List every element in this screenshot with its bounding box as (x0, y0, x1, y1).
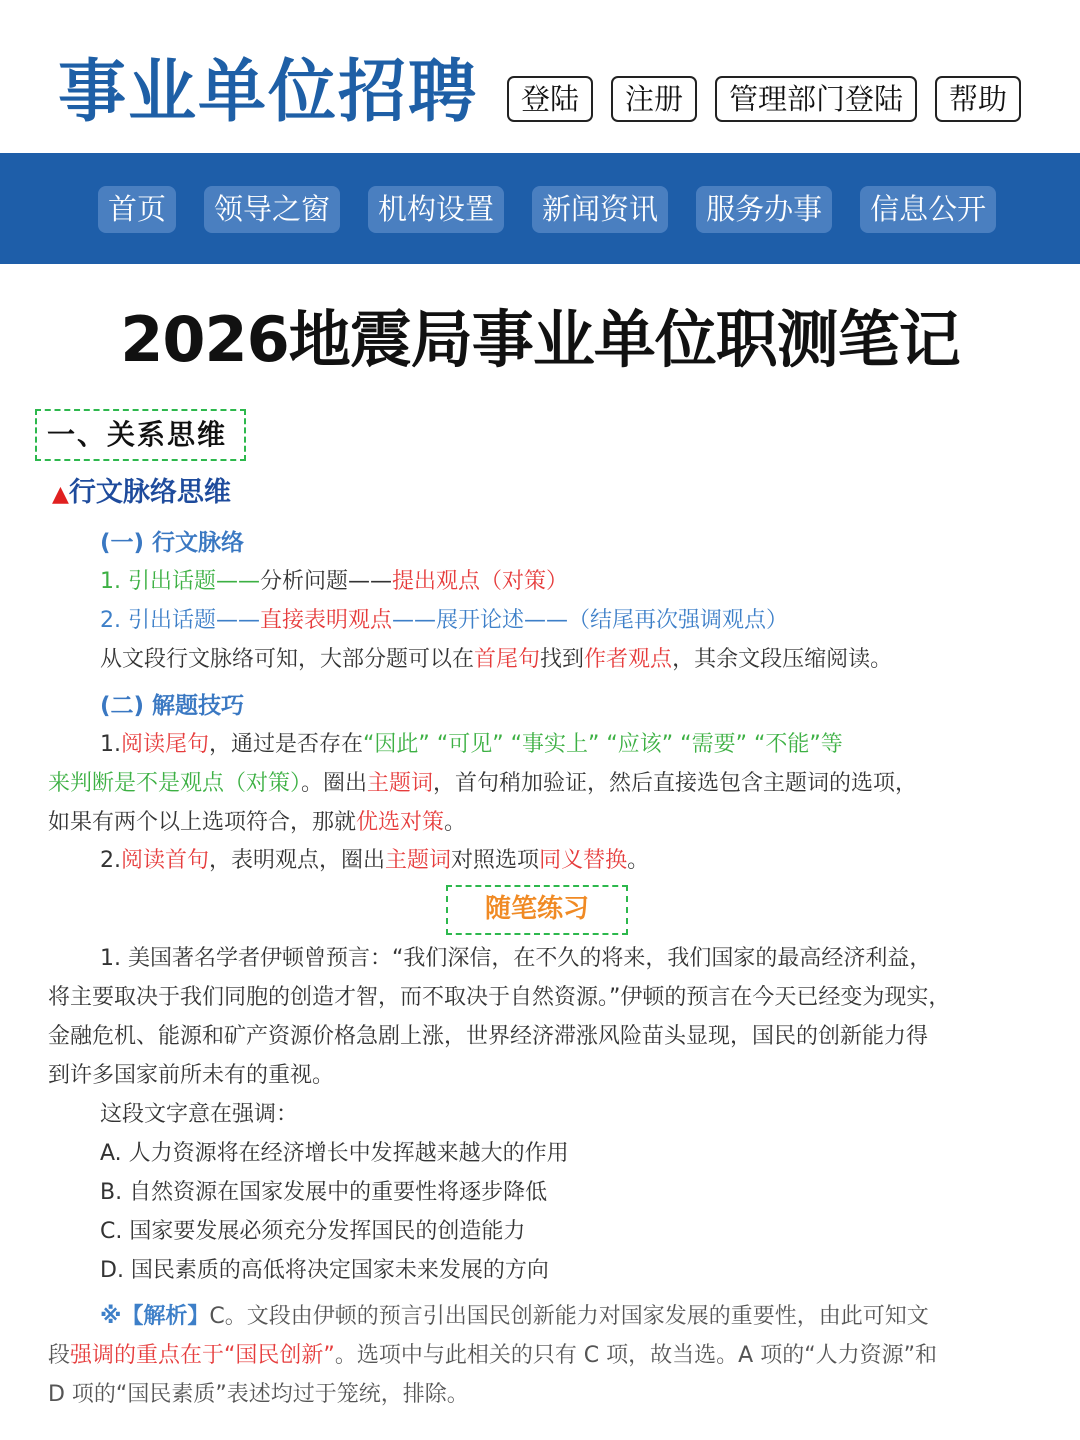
text-segment: 阅读尾句 (121, 732, 210, 757)
text-segment: 分析问题—— (259, 569, 392, 594)
practice-label: 随笔练习 (446, 885, 628, 935)
text-segment: 。圈出 (301, 771, 368, 796)
text-segment: 同义替换 (539, 848, 628, 873)
part2-p2 (100, 843, 649, 879)
text-segment: C。文段由伊顿的预言引出国民创新能力对国家发展的重要性，由此可知文 (209, 1304, 929, 1329)
register-button[interactable]: 注册 (611, 76, 697, 122)
text-segment: 对照选项 (451, 848, 540, 873)
analysis-line1 (100, 1299, 929, 1335)
text-segment: “因此” “可见” “事实上” “应该” “需要” “不能”等 (363, 732, 843, 757)
text-segment: 找到 (540, 647, 585, 672)
text-segment: 提出观点（对策） (392, 569, 569, 594)
nav-item-leadership[interactable]: 领导之窗 (204, 186, 340, 233)
admin-login-button[interactable]: 管理部门登陆 (715, 76, 917, 122)
top-button-group (507, 76, 1021, 122)
text-segment: 首尾句 (474, 647, 541, 672)
text-segment: 。 (444, 810, 467, 835)
analysis-label: ※【解析】 (100, 1304, 210, 1329)
option-d[interactable]: D. 国民素质的高低将决定国家未来发展的方向 (100, 1258, 549, 1283)
text-segment: 1. (100, 732, 121, 757)
text-segment: 优选对策 (356, 810, 445, 835)
help-button[interactable]: 帮助 (935, 76, 1021, 122)
option-a[interactable]: A. 人力资源将在经济增长中发挥越来越大的作用 (100, 1141, 569, 1166)
login-button[interactable]: 登陆 (507, 76, 593, 122)
nav-item-news[interactable]: 新闻资讯 (532, 186, 668, 233)
text-segment: ，表明观点，圈出 (209, 848, 386, 873)
nav-item-home[interactable]: 首页 (98, 186, 176, 233)
site-logo[interactable]: 事业单位招聘 (58, 52, 479, 132)
subsection-heading (52, 473, 231, 515)
text-segment: 2. (100, 848, 121, 873)
part1-heading: (一) 行文脉络 (100, 530, 245, 556)
text-segment: ，首句稍加验证，然后直接选包含主题词的选项， (433, 771, 918, 796)
part1-line2 (100, 603, 788, 639)
text-segment: ，通过是否存在 (209, 732, 364, 757)
main-nav (0, 153, 1080, 264)
text-segment: ，其余文段压缩阅读。 (672, 647, 893, 672)
text-segment: 主题词 (367, 771, 434, 796)
text-segment: 段 (48, 1343, 71, 1368)
text-segment: 从文段行文脉络可知，大部分题可以在 (100, 647, 475, 672)
text-segment: ——展开论述——（结尾再次强调观点） (392, 608, 789, 633)
part2-p1-line1 (100, 727, 843, 763)
site-header (0, 0, 1080, 153)
option-c[interactable]: C. 国家要发展必须充分发挥国民的创造能力 (100, 1219, 526, 1244)
part2-heading: (二) 解题技巧 (100, 693, 245, 719)
part2-p1-line3 (48, 805, 466, 841)
option-b[interactable]: B. 自然资源在国家发展中的重要性将逐步降低 (100, 1180, 548, 1205)
part1-line1 (100, 564, 568, 600)
question-line: 1. 美国著名学者伊顿曾预言：“我们深信，在不久的将来，我们国家的最高经济利益， (100, 946, 932, 971)
text-segment: 1. 引出话题—— (100, 569, 260, 594)
text-segment: 2. 引出话题—— (100, 608, 260, 633)
text-segment: 阅读首句 (121, 848, 210, 873)
part1-line3 (100, 642, 892, 678)
text-segment: 。 (627, 848, 650, 873)
section-heading: 一、关系思维 (35, 409, 246, 461)
part2-p1-line2 (48, 766, 917, 802)
triangle-icon: ▲ (52, 482, 69, 507)
question-line: 金融危机、能源和矿产资源价格急剧上涨，世界经济滞涨风险苗头显现，国民的创新能力得 (48, 1024, 929, 1049)
text-segment: 来判断是不是观点（对策） (48, 771, 302, 796)
question-line: 到许多国家前所未有的重视。 (48, 1063, 335, 1088)
page-title: 2026地震局事业单位职测笔记 (120, 303, 960, 376)
nav-item-services[interactable]: 服务办事 (696, 186, 832, 233)
nav-item-disclosure[interactable]: 信息公开 (860, 186, 996, 233)
question-line: 将主要取决于我们同胞的创造才智，而不取决于自然资源。”伊顿的预言在今天已经变为现实， (48, 985, 951, 1010)
text-segment: 如果有两个以上选项符合，那就 (48, 810, 357, 835)
analysis-line2 (48, 1338, 937, 1374)
subsection-title: 行文脉络思维 (68, 477, 231, 508)
text-segment: 强调的重点在于“国民创新” (70, 1343, 335, 1368)
question-prompt: 这段文字意在强调： (100, 1102, 299, 1127)
text-segment: 作者观点 (584, 647, 673, 672)
nav-item-organization[interactable]: 机构设置 (368, 186, 504, 233)
text-segment: 直接表明观点 (259, 608, 392, 633)
text-segment: 。选项中与此相关的只有 C 项，故当选。A 项的“人力资源”和 (334, 1343, 937, 1368)
analysis-line3: D 项的“国民素质”表述均过于笼统，排除。 (48, 1382, 469, 1407)
text-segment: 主题词 (385, 848, 452, 873)
